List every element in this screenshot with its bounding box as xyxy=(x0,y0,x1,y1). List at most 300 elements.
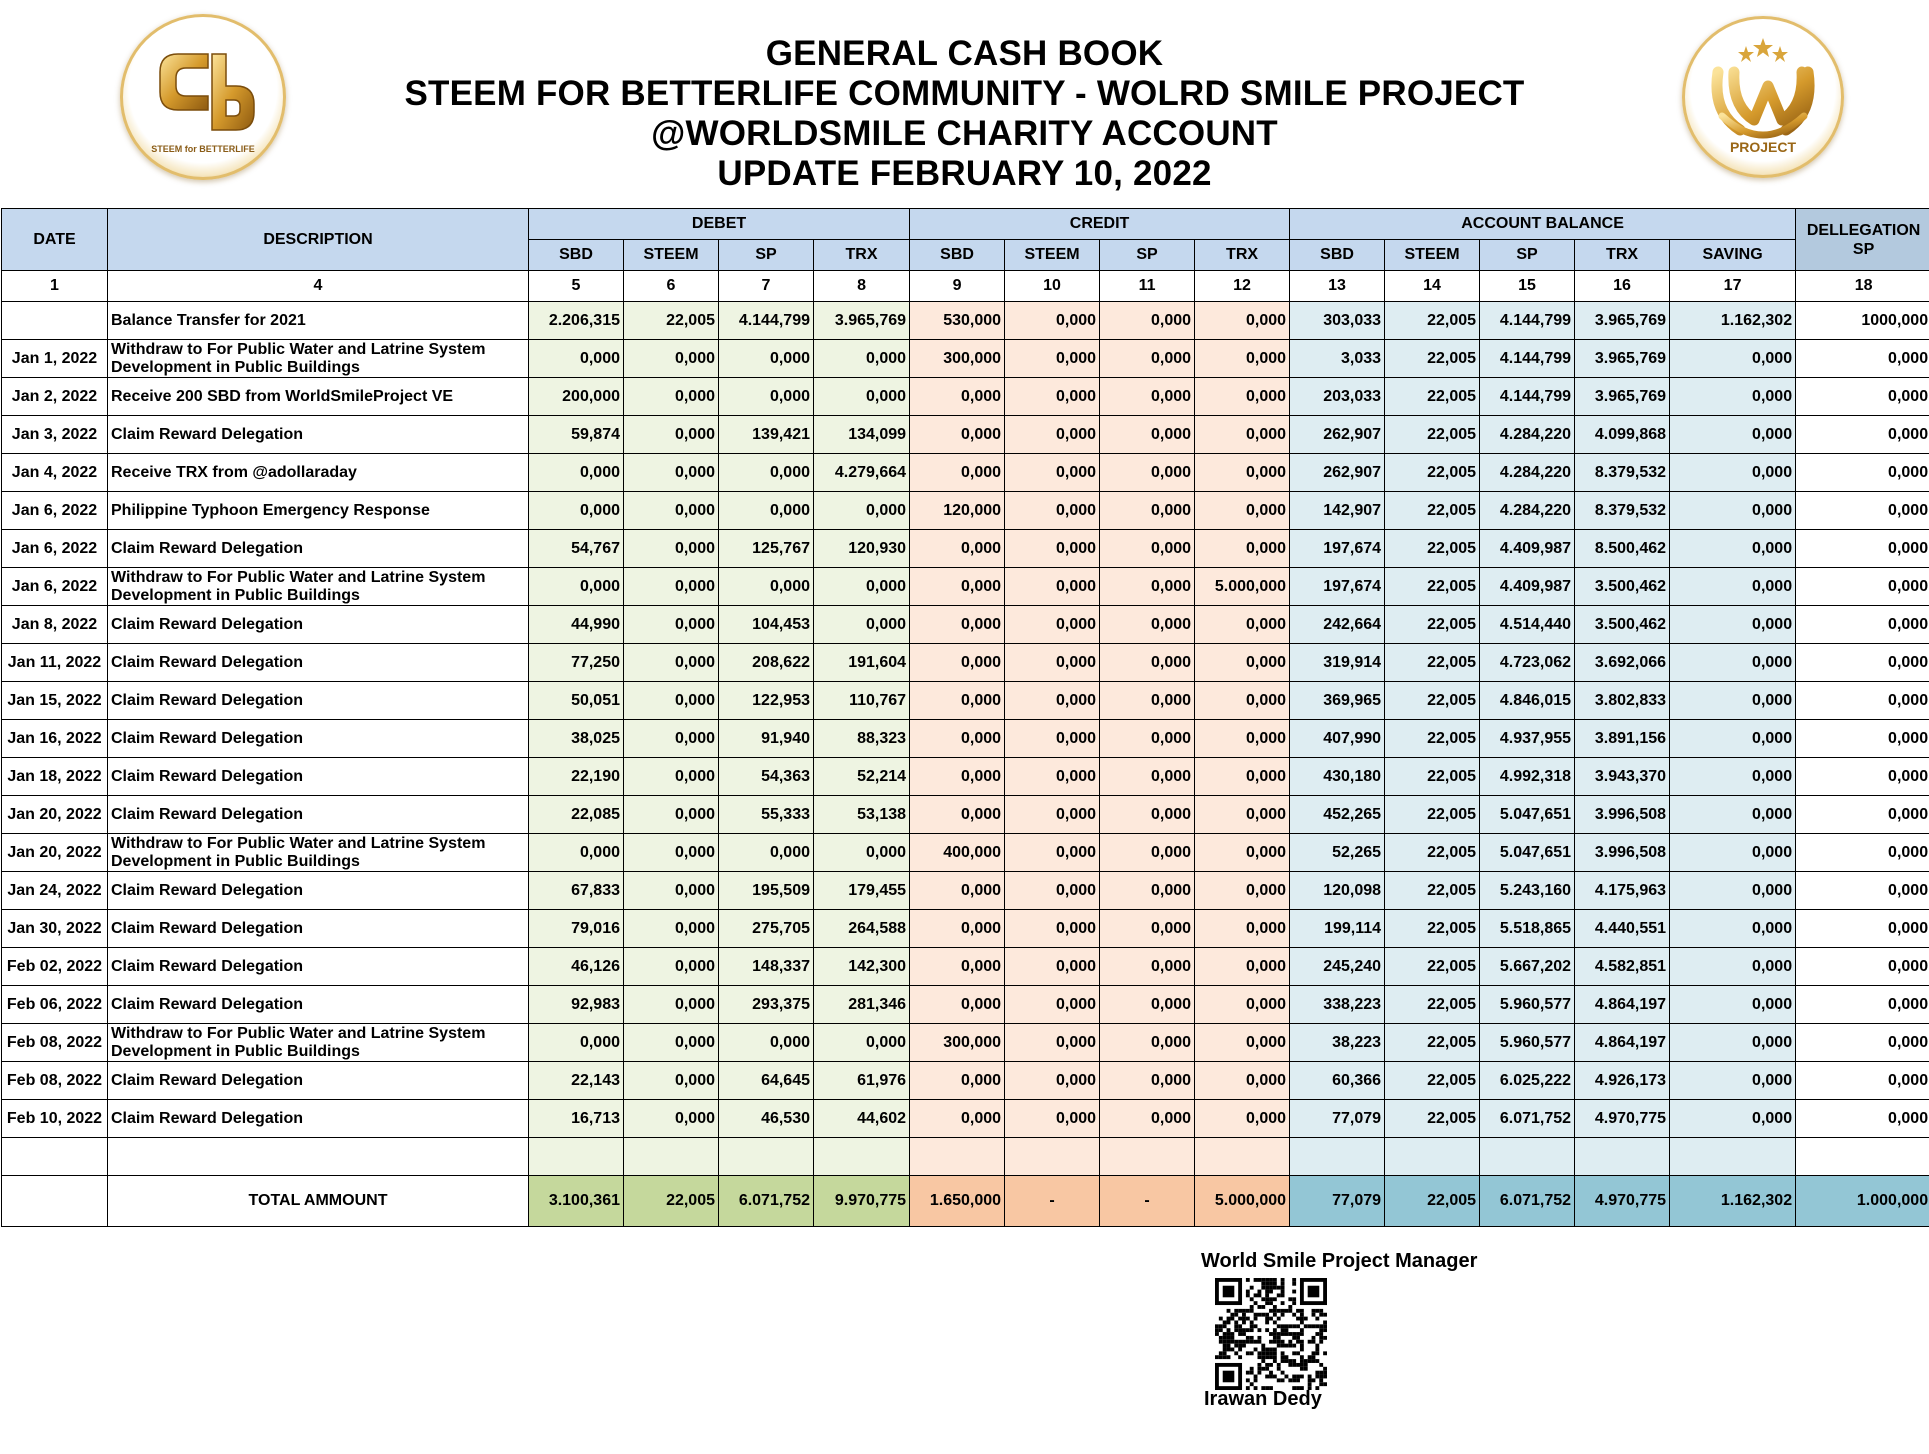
row-description: Withdraw to For Public Water and Latrine System Development in Public Buildings xyxy=(108,340,529,378)
signature-title: World Smile Project Manager xyxy=(1201,1250,1478,1272)
row-value: 22,143 xyxy=(529,1062,624,1100)
row-value: 22,005 xyxy=(1385,416,1480,454)
row-date: Jan 1, 2022 xyxy=(2,340,108,378)
row-value: 300,000 xyxy=(910,1024,1005,1062)
row-description: Withdraw to For Public Water and Latrine System Development in Public Buildings xyxy=(108,834,529,872)
row-value: 0,000 xyxy=(910,910,1005,948)
row-value: 0,000 xyxy=(1796,492,1929,530)
row-value: 0,000 xyxy=(529,340,624,378)
row-value: 0,000 xyxy=(624,682,719,720)
row-value: 262,907 xyxy=(1290,416,1385,454)
row-value: 0,000 xyxy=(1670,834,1796,872)
row-value: 4.144,799 xyxy=(1480,378,1575,416)
row-value: 38,223 xyxy=(1290,1024,1385,1062)
col-balance-steem: STEEM xyxy=(1385,240,1480,271)
row-value: 303,033 xyxy=(1290,302,1385,340)
row-value: 199,114 xyxy=(1290,910,1385,948)
total-empty-cell xyxy=(2,1176,108,1227)
document-header xyxy=(300,34,1629,194)
row-value: 208,622 xyxy=(719,644,814,682)
blank-cell xyxy=(1005,1138,1100,1176)
blank-cell xyxy=(1100,1138,1195,1176)
row-value: 0,000 xyxy=(814,492,910,530)
row-value: 0,000 xyxy=(814,606,910,644)
row-value: 0,000 xyxy=(624,872,719,910)
col-date: DATE xyxy=(2,209,108,271)
row-value: 61,976 xyxy=(814,1062,910,1100)
row-value: 0,000 xyxy=(814,834,910,872)
col-group-credit: CREDIT xyxy=(910,209,1290,240)
row-value: 79,016 xyxy=(529,910,624,948)
column-number: 1 xyxy=(2,271,108,302)
row-value: 0,000 xyxy=(1796,568,1929,606)
table-row xyxy=(2,454,1929,492)
row-value: 4.846,015 xyxy=(1480,682,1575,720)
row-value: 179,455 xyxy=(814,872,910,910)
svg-text:PROJECT: PROJECT xyxy=(1729,139,1797,155)
row-description: Receive TRX from @adollaraday xyxy=(108,454,529,492)
column-number: 14 xyxy=(1385,271,1480,302)
row-date xyxy=(2,302,108,340)
row-value: 59,874 xyxy=(529,416,624,454)
row-value: 0,000 xyxy=(719,1024,814,1062)
row-value: 0,000 xyxy=(624,1024,719,1062)
row-value: 38,025 xyxy=(529,720,624,758)
row-value: 77,250 xyxy=(529,644,624,682)
row-value: 0,000 xyxy=(1005,1062,1100,1100)
col-balance-sbd: SBD xyxy=(1290,240,1385,271)
row-value: 4.409,987 xyxy=(1480,568,1575,606)
row-value: 0,000 xyxy=(910,986,1005,1024)
row-value: 3.965,769 xyxy=(814,302,910,340)
row-date: Feb 08, 2022 xyxy=(2,1062,108,1100)
row-value: 0,000 xyxy=(1100,454,1195,492)
row-value: 22,005 xyxy=(1385,720,1480,758)
column-number: 4 xyxy=(108,271,529,302)
total-value: 6.071,752 xyxy=(719,1176,814,1227)
row-value: 0,000 xyxy=(1796,758,1929,796)
row-date: Jan 18, 2022 xyxy=(2,758,108,796)
row-value: 0,000 xyxy=(1195,910,1290,948)
row-value: 262,907 xyxy=(1290,454,1385,492)
row-value: 54,363 xyxy=(719,758,814,796)
row-value: 4.864,197 xyxy=(1575,986,1670,1024)
row-value: 191,604 xyxy=(814,644,910,682)
world-smile-project-logo xyxy=(1682,16,1844,178)
row-value: 0,000 xyxy=(1100,492,1195,530)
row-value: 0,000 xyxy=(624,986,719,1024)
row-value: 4.514,440 xyxy=(1480,606,1575,644)
row-value: 0,000 xyxy=(1195,986,1290,1024)
row-value: 0,000 xyxy=(719,340,814,378)
blank-cell xyxy=(910,1138,1005,1176)
row-date: Jan 3, 2022 xyxy=(2,416,108,454)
table-row xyxy=(2,340,1929,378)
total-value: 9.970,775 xyxy=(814,1176,910,1227)
row-description: Claim Reward Delegation xyxy=(108,910,529,948)
row-value: 22,005 xyxy=(624,302,719,340)
row-value: 0,000 xyxy=(1670,910,1796,948)
steem-for-betterlife-logo xyxy=(120,14,286,180)
row-value: 4.926,173 xyxy=(1575,1062,1670,1100)
blank-cell xyxy=(1290,1138,1385,1176)
total-value: 6.071,752 xyxy=(1480,1176,1575,1227)
header-title: GENERAL CASH BOOK xyxy=(765,34,1164,73)
col-credit-steem: STEEM xyxy=(1005,240,1100,271)
row-value: 0,000 xyxy=(1796,910,1929,948)
row-value: 0,000 xyxy=(910,682,1005,720)
row-description: Withdraw to For Public Water and Latrine System Development in Public Buildings xyxy=(108,1024,529,1062)
row-value: 0,000 xyxy=(1100,568,1195,606)
row-value: 22,005 xyxy=(1385,606,1480,644)
row-value: 142,907 xyxy=(1290,492,1385,530)
blank-cell xyxy=(529,1138,624,1176)
row-value: 2.206,315 xyxy=(529,302,624,340)
row-value: 0,000 xyxy=(1670,378,1796,416)
col-group-account-balance: ACCOUNT BALANCE xyxy=(1290,209,1796,240)
row-value: 4.284,220 xyxy=(1480,454,1575,492)
row-value: 8.379,532 xyxy=(1575,492,1670,530)
col-group-debet: DEBET xyxy=(529,209,910,240)
row-value: 319,914 xyxy=(1290,644,1385,682)
row-value: 369,965 xyxy=(1290,682,1385,720)
row-value: 200,000 xyxy=(529,378,624,416)
row-value: 0,000 xyxy=(1670,644,1796,682)
total-value: 4.970,775 xyxy=(1575,1176,1670,1227)
row-value: 0,000 xyxy=(1670,340,1796,378)
row-value: 0,000 xyxy=(1005,720,1100,758)
row-value: 0,000 xyxy=(1005,416,1100,454)
row-value: 0,000 xyxy=(1100,416,1195,454)
row-value: 0,000 xyxy=(1670,492,1796,530)
row-date: Feb 06, 2022 xyxy=(2,986,108,1024)
row-value: 0,000 xyxy=(1100,530,1195,568)
row-value: 22,005 xyxy=(1385,530,1480,568)
row-value: 0,000 xyxy=(910,1062,1005,1100)
row-value: 0,000 xyxy=(910,454,1005,492)
row-description: Claim Reward Delegation xyxy=(108,644,529,682)
row-value: 245,240 xyxy=(1290,948,1385,986)
col-balance-trx: TRX xyxy=(1575,240,1670,271)
row-value: 0,000 xyxy=(1195,758,1290,796)
row-value: 0,000 xyxy=(1100,682,1195,720)
row-value: 0,000 xyxy=(1195,530,1290,568)
row-value: 0,000 xyxy=(1100,644,1195,682)
row-value: 0,000 xyxy=(1195,644,1290,682)
row-value: 0,000 xyxy=(1796,872,1929,910)
row-value: 0,000 xyxy=(1100,340,1195,378)
row-date: Jan 20, 2022 xyxy=(2,834,108,872)
row-value: 0,000 xyxy=(1005,606,1100,644)
row-value: 5.047,651 xyxy=(1480,796,1575,834)
row-value: 195,509 xyxy=(719,872,814,910)
row-date: Jan 15, 2022 xyxy=(2,682,108,720)
row-description: Withdraw to For Public Water and Latrine System Development in Public Buildings xyxy=(108,568,529,606)
row-value: 0,000 xyxy=(719,568,814,606)
row-value: 120,098 xyxy=(1290,872,1385,910)
row-value: 275,705 xyxy=(719,910,814,948)
cash-book-table xyxy=(1,208,1929,1227)
blank-cell xyxy=(1480,1138,1575,1176)
row-value: 3.802,833 xyxy=(1575,682,1670,720)
row-value: 0,000 xyxy=(1195,1024,1290,1062)
row-value: 0,000 xyxy=(1100,302,1195,340)
row-value: 0,000 xyxy=(624,454,719,492)
row-value: 0,000 xyxy=(624,720,719,758)
row-value: 0,000 xyxy=(719,834,814,872)
table-row xyxy=(2,606,1929,644)
row-value: 120,930 xyxy=(814,530,910,568)
row-value: 0,000 xyxy=(1100,1062,1195,1100)
row-value: 134,099 xyxy=(814,416,910,454)
total-value: 22,005 xyxy=(624,1176,719,1227)
row-description: Claim Reward Delegation xyxy=(108,1100,529,1138)
total-value: 3.100,361 xyxy=(529,1176,624,1227)
row-value: 0,000 xyxy=(624,340,719,378)
row-value: 22,005 xyxy=(1385,378,1480,416)
row-value: 0,000 xyxy=(1195,492,1290,530)
row-value: 91,940 xyxy=(719,720,814,758)
column-number: 17 xyxy=(1670,271,1796,302)
table-row xyxy=(2,568,1929,606)
row-value: 22,005 xyxy=(1385,340,1480,378)
table-row xyxy=(2,1100,1929,1138)
total-value: 22,005 xyxy=(1385,1176,1480,1227)
row-value: 60,366 xyxy=(1290,1062,1385,1100)
row-value: 0,000 xyxy=(1005,910,1100,948)
row-value: 0,000 xyxy=(1005,986,1100,1024)
row-value: 67,833 xyxy=(529,872,624,910)
row-value: 6.071,752 xyxy=(1480,1100,1575,1138)
row-value: 5.960,577 xyxy=(1480,1024,1575,1062)
row-date: Jan 6, 2022 xyxy=(2,530,108,568)
row-date: Jan 8, 2022 xyxy=(2,606,108,644)
row-value: 0,000 xyxy=(1670,872,1796,910)
total-value: 5.000,000 xyxy=(1195,1176,1290,1227)
row-value: 52,214 xyxy=(814,758,910,796)
row-value: 3.891,156 xyxy=(1575,720,1670,758)
row-value: 4.970,775 xyxy=(1575,1100,1670,1138)
column-number: 7 xyxy=(719,271,814,302)
table-row xyxy=(2,758,1929,796)
row-value: 0,000 xyxy=(1670,606,1796,644)
row-value: 0,000 xyxy=(1195,302,1290,340)
row-value: 0,000 xyxy=(814,340,910,378)
table-row xyxy=(2,416,1929,454)
row-value: 4.144,799 xyxy=(1480,340,1575,378)
row-description: Claim Reward Delegation xyxy=(108,682,529,720)
row-value: 0,000 xyxy=(1100,948,1195,986)
row-value: 88,323 xyxy=(814,720,910,758)
svg-text:STEEM for BETTERLIFE: STEEM for BETTERLIFE xyxy=(151,144,255,154)
row-value: 0,000 xyxy=(1670,720,1796,758)
row-value: 0,000 xyxy=(624,948,719,986)
column-number-row xyxy=(2,271,1929,302)
row-value: 4.409,987 xyxy=(1480,530,1575,568)
row-value: 0,000 xyxy=(1195,720,1290,758)
row-value: 0,000 xyxy=(1195,1100,1290,1138)
row-value: 0,000 xyxy=(1670,1024,1796,1062)
col-balance-saving: SAVING xyxy=(1670,240,1796,271)
row-value: 0,000 xyxy=(910,758,1005,796)
row-value: 22,005 xyxy=(1385,682,1480,720)
row-value: 0,000 xyxy=(624,644,719,682)
row-value: 3.692,066 xyxy=(1575,644,1670,682)
row-value: 0,000 xyxy=(1796,340,1929,378)
row-value: 4.175,963 xyxy=(1575,872,1670,910)
row-value: 0,000 xyxy=(1100,1024,1195,1062)
row-value: 281,346 xyxy=(814,986,910,1024)
table-row xyxy=(2,530,1929,568)
row-value: 0,000 xyxy=(1670,568,1796,606)
row-description: Claim Reward Delegation xyxy=(108,530,529,568)
row-value: 3.500,462 xyxy=(1575,568,1670,606)
row-value: 0,000 xyxy=(1195,416,1290,454)
row-value: 0,000 xyxy=(624,910,719,948)
row-value: 0,000 xyxy=(624,834,719,872)
row-value: 0,000 xyxy=(1195,340,1290,378)
blank-cell xyxy=(108,1138,529,1176)
row-value: 0,000 xyxy=(624,1062,719,1100)
row-value: 0,000 xyxy=(1796,1100,1929,1138)
row-value: 0,000 xyxy=(1100,720,1195,758)
column-number: 16 xyxy=(1575,271,1670,302)
row-value: 5.047,651 xyxy=(1480,834,1575,872)
row-value: 22,005 xyxy=(1385,834,1480,872)
total-value: 1.162,302 xyxy=(1670,1176,1796,1227)
row-value: 0,000 xyxy=(1796,530,1929,568)
row-value: 0,000 xyxy=(1670,682,1796,720)
row-date: Jan 30, 2022 xyxy=(2,910,108,948)
row-value: 0,000 xyxy=(719,378,814,416)
row-value: 0,000 xyxy=(1005,378,1100,416)
row-value: 77,079 xyxy=(1290,1100,1385,1138)
row-value: 0,000 xyxy=(529,492,624,530)
row-value: 104,453 xyxy=(719,606,814,644)
row-value: 0,000 xyxy=(624,492,719,530)
row-value: 22,005 xyxy=(1385,1062,1480,1100)
row-value: 5.960,577 xyxy=(1480,986,1575,1024)
row-value: 0,000 xyxy=(910,872,1005,910)
row-value: 0,000 xyxy=(1100,758,1195,796)
row-value: 22,005 xyxy=(1385,302,1480,340)
row-value: 0,000 xyxy=(1796,834,1929,872)
row-value: 22,005 xyxy=(1385,948,1480,986)
row-value: 0,000 xyxy=(624,416,719,454)
row-value: 0,000 xyxy=(1005,302,1100,340)
row-value: 0,000 xyxy=(1100,986,1195,1024)
row-value: 0,000 xyxy=(1796,948,1929,986)
row-value: 264,588 xyxy=(814,910,910,948)
row-description: Claim Reward Delegation xyxy=(108,416,529,454)
row-value: 338,223 xyxy=(1290,986,1385,1024)
row-value: 3.996,508 xyxy=(1575,796,1670,834)
row-value: 0,000 xyxy=(1670,1062,1796,1100)
row-value: 0,000 xyxy=(910,378,1005,416)
row-value: 242,664 xyxy=(1290,606,1385,644)
row-value: 0,000 xyxy=(1100,796,1195,834)
row-value: 22,085 xyxy=(529,796,624,834)
row-value: 5.000,000 xyxy=(1195,568,1290,606)
col-credit-trx: TRX xyxy=(1195,240,1290,271)
row-value: 0,000 xyxy=(1670,416,1796,454)
row-value: 4.992,318 xyxy=(1480,758,1575,796)
row-value: 400,000 xyxy=(910,834,1005,872)
row-value: 0,000 xyxy=(910,796,1005,834)
column-number: 10 xyxy=(1005,271,1100,302)
row-value: 0,000 xyxy=(1796,606,1929,644)
blank-cell xyxy=(1195,1138,1290,1176)
table-row xyxy=(2,872,1929,910)
row-date: Jan 4, 2022 xyxy=(2,454,108,492)
row-value: 0,000 xyxy=(814,378,910,416)
row-value: 0,000 xyxy=(1195,454,1290,492)
blank-cell xyxy=(814,1138,910,1176)
row-date: Jan 11, 2022 xyxy=(2,644,108,682)
row-value: 0,000 xyxy=(1005,1100,1100,1138)
table-row xyxy=(2,492,1929,530)
row-value: 22,005 xyxy=(1385,568,1480,606)
row-value: 0,000 xyxy=(1195,682,1290,720)
row-value: 0,000 xyxy=(910,606,1005,644)
row-description: Claim Reward Delegation xyxy=(108,1062,529,1100)
qr-code-icon xyxy=(1215,1278,1327,1390)
col-debet-sbd: SBD xyxy=(529,240,624,271)
row-value: 46,126 xyxy=(529,948,624,986)
row-value: 0,000 xyxy=(1005,948,1100,986)
col-debet-trx: TRX xyxy=(814,240,910,271)
row-value: 8.500,462 xyxy=(1575,530,1670,568)
table-row xyxy=(2,720,1929,758)
total-value: 77,079 xyxy=(1290,1176,1385,1227)
table-row xyxy=(2,1062,1929,1100)
row-value: 0,000 xyxy=(1796,682,1929,720)
row-value: 0,000 xyxy=(1005,758,1100,796)
row-value: 0,000 xyxy=(1670,1100,1796,1138)
row-value: 0,000 xyxy=(1796,720,1929,758)
total-value: 1.000,000 xyxy=(1796,1176,1929,1227)
blank-cell xyxy=(1385,1138,1480,1176)
row-value: 197,674 xyxy=(1290,530,1385,568)
row-value: 0,000 xyxy=(1100,910,1195,948)
row-date: Jan 20, 2022 xyxy=(2,796,108,834)
sfb-logo-icon xyxy=(120,14,286,180)
row-value: 0,000 xyxy=(1195,872,1290,910)
row-value: 0,000 xyxy=(1195,948,1290,986)
row-value: 4.440,551 xyxy=(1575,910,1670,948)
row-value: 0,000 xyxy=(910,416,1005,454)
row-value: 0,000 xyxy=(624,758,719,796)
row-value: 4.582,851 xyxy=(1575,948,1670,986)
row-value: 0,000 xyxy=(910,530,1005,568)
column-number: 18 xyxy=(1796,271,1929,302)
row-value: 430,180 xyxy=(1290,758,1385,796)
total-value: - xyxy=(1005,1176,1100,1227)
row-description: Philippine Typhoon Emergency Response xyxy=(108,492,529,530)
row-value: 0,000 xyxy=(624,530,719,568)
row-value: 0,000 xyxy=(1005,834,1100,872)
row-value: 22,190 xyxy=(529,758,624,796)
row-date: Feb 02, 2022 xyxy=(2,948,108,986)
row-value: 1.162,302 xyxy=(1670,302,1796,340)
row-value: 125,767 xyxy=(719,530,814,568)
row-value: 55,333 xyxy=(719,796,814,834)
row-value: 4.723,062 xyxy=(1480,644,1575,682)
row-value: 0,000 xyxy=(1670,986,1796,1024)
row-value: 0,000 xyxy=(1670,948,1796,986)
row-value: 1000,000 xyxy=(1796,302,1929,340)
row-value: 0,000 xyxy=(624,378,719,416)
